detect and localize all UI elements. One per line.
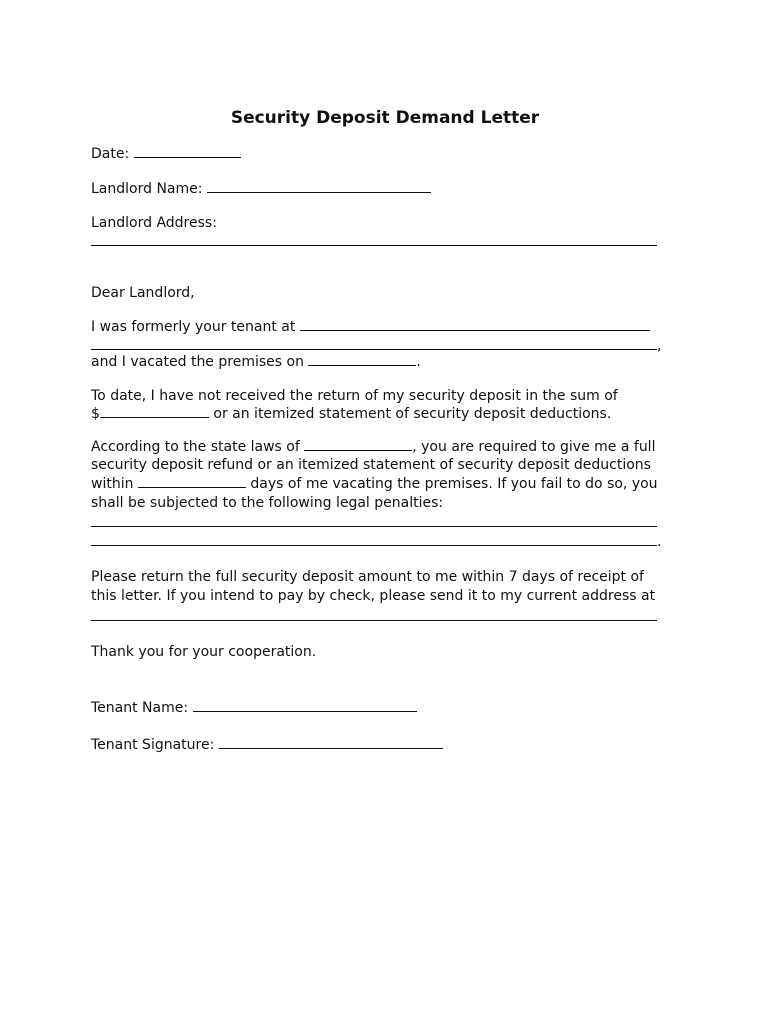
p2-line2 [91,405,611,423]
closing: Thank you for your cooperation. [91,644,317,660]
p3-line4: shall be subjected to the following legal penalties: [91,495,444,511]
p2-line2-text: or an itemized statement of security deposit deductions. [213,406,612,422]
date-label: Date: [91,146,130,162]
landlord-name-label: Landlord Name: [91,181,203,197]
date-blank[interactable] [134,145,241,158]
p3-line1 [91,438,655,456]
premises-address-blank-2[interactable] [91,349,657,350]
p1-comma: , [657,338,662,354]
landlord-address-blank[interactable] [91,245,657,246]
p1-line2 [91,353,421,371]
tenant-signature-row [91,736,443,754]
landlord-name-row [91,180,431,198]
p3-line3 [91,475,658,493]
p1-line2-period: . [416,354,421,370]
dollar-sign: $ [91,406,100,422]
deposit-amount-blank[interactable] [100,405,209,418]
tenant-name-row [91,699,417,717]
penalties-blank-2[interactable] [91,545,657,546]
p4-line2: this letter. If you intend to pay by check, please send it to my current address at [91,588,656,604]
tenant-name-blank[interactable] [193,699,417,712]
vacate-date-blank[interactable] [308,353,416,366]
p3-line1-prefix: According to the state laws of [91,439,300,455]
p1-line1 [91,318,650,336]
p4-line1: Please return the full security deposit amount to me within 7 days of receipt of [91,569,644,585]
p1-line1-text: I was formerly your tenant at [91,319,296,335]
date-row [91,145,241,163]
state-blank[interactable] [304,438,412,451]
p1-line2-text: and I vacated the premises on [91,354,304,370]
tenant-signature-label: Tenant Signature: [91,737,215,753]
salutation: Dear Landlord, [91,285,195,301]
tenant-signature-blank[interactable] [219,736,443,749]
p3-line3-suffix: days of me vacating the premises. If you fail to do so, you [250,476,658,492]
document-title: Security Deposit Demand Letter [230,108,540,128]
landlord-name-blank[interactable] [207,180,431,193]
p3-period: . [657,534,662,550]
days-blank[interactable] [138,475,246,488]
p3-line1-suffix: , you are required to give me a full [412,439,656,455]
p3-line2: security deposit refund or an itemized statement of security deposit deductions [91,457,651,473]
p2-line1: To date, I have not received the return of my security deposit in the sum of [91,388,618,404]
tenant-name-label: Tenant Name: [91,700,189,716]
penalties-blank-1[interactable] [91,526,657,527]
p3-line3-prefix: within [91,476,134,492]
landlord-address-label: Landlord Address: [91,215,217,231]
current-address-blank[interactable] [91,620,657,621]
premises-address-blank-1[interactable] [300,318,650,331]
